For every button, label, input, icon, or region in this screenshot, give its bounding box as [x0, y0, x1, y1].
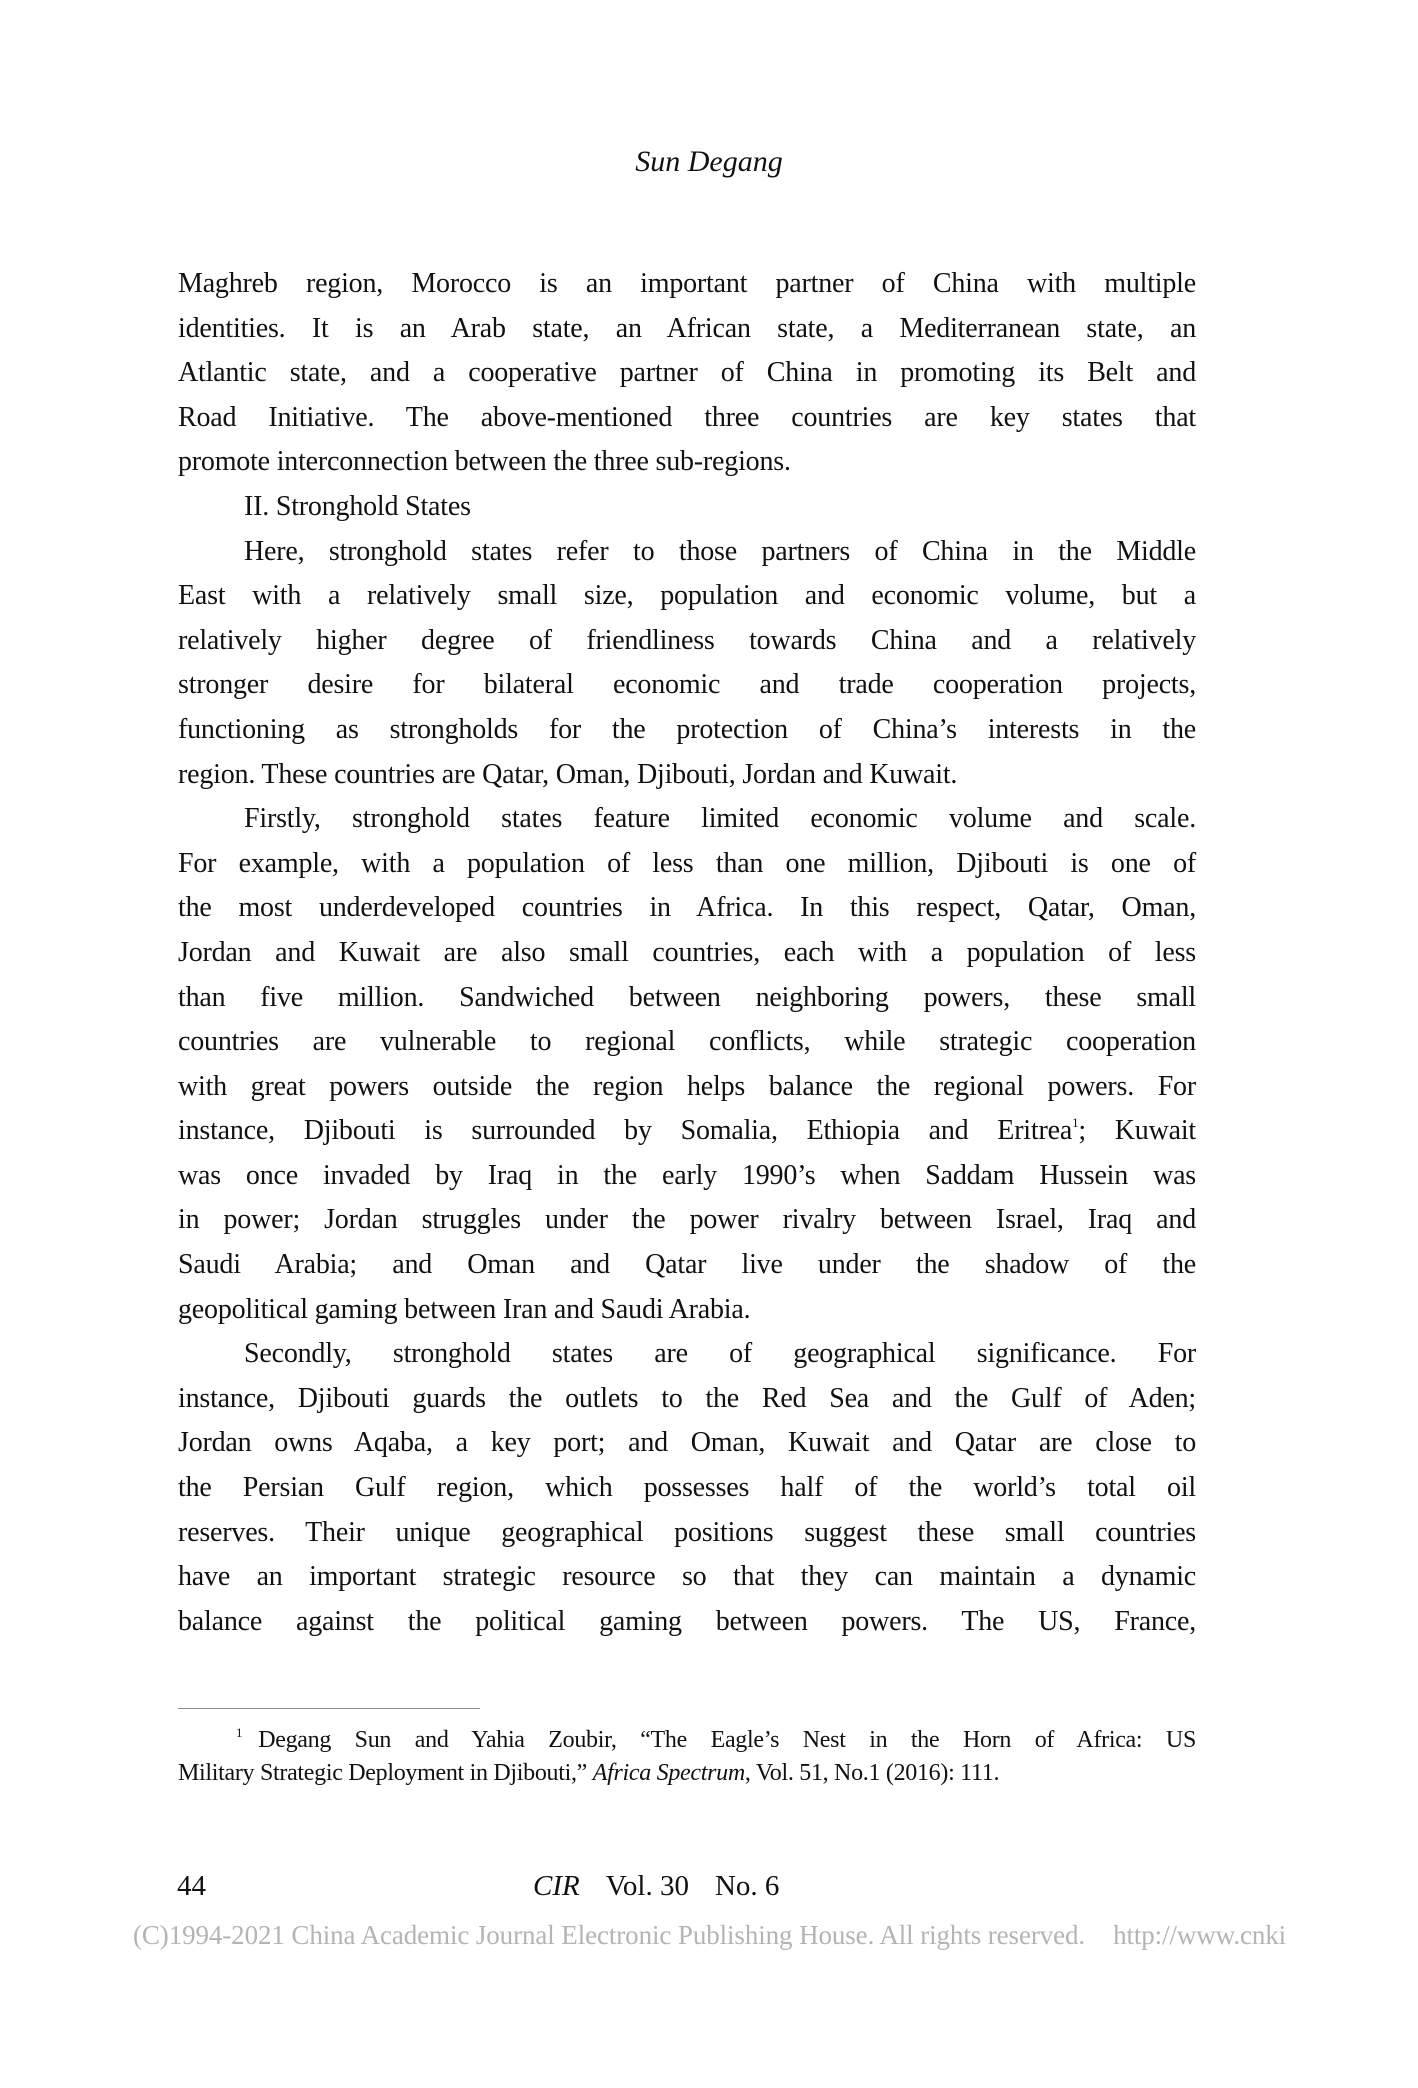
text-line: relatively higher degree of friendliness towards China and a relatively — [178, 624, 1196, 656]
footnote-line — [178, 1724, 1196, 1757]
footnote-divider — [178, 1708, 480, 1709]
paragraph-secondly — [178, 1332, 1196, 1644]
footnote-text: , Vol. 51, No.1 (2016): 111. — [744, 1760, 1000, 1786]
text-line: instance, Djibouti guards the outlets to the Red Sea and the Gulf of Aden; — [178, 1382, 1196, 1414]
text-line: the Persian Gulf region, which possesses half of the world’s total oil — [178, 1472, 1196, 1504]
text-line: have an important strategic resource so that they can maintain a dynamic — [178, 1561, 1196, 1593]
text-line: balance against the political gaming between powers. The US, France, — [178, 1605, 1196, 1637]
text-line: Saudi Arabia; and Oman and Qatar live under the shadow of the — [178, 1249, 1196, 1281]
section-heading: II. Stronghold States — [244, 490, 471, 522]
journal-issue: No. 6 — [714, 1870, 780, 1902]
text-line: Atlantic state, and a cooperative partner of China in promoting its Belt and — [178, 357, 1196, 389]
text-line: Secondly, stronghold states are of geographical significance. For — [244, 1338, 1196, 1370]
text-line: in power; Jordan struggles under the power rivalry between Israel, Iraq and — [178, 1204, 1196, 1236]
text-line: countries are vulnerable to regional conflicts, while strategic cooperation — [178, 1026, 1196, 1058]
text-line: stronger desire for bilateral economic and trade cooperation projects, — [178, 669, 1196, 701]
text-line: was once invaded by Iraq in the early 1990’s when Saddam Hussein was — [178, 1159, 1196, 1191]
text-line: Here, stronghold states refer to those partners of China in the Middle — [244, 535, 1196, 567]
article-body — [178, 262, 1196, 1644]
copyright-text: (C)1994-2021 China Academic Journal Electronic Publishing House. All rights reserved. — [133, 1920, 1086, 1950]
text-line: than five million. Sandwiched between neighboring powers, these small — [178, 981, 1196, 1013]
text-line: functioning as strongholds for the protection of China’s interests in the — [178, 713, 1196, 745]
text-segment: ; Kuwait — [1078, 1115, 1196, 1147]
journal-volume: Vol. 30 — [605, 1870, 689, 1902]
footnote-line — [178, 1757, 1196, 1790]
journal-abbreviation: CIR — [533, 1870, 580, 1902]
footnote-text: Military Strategic Deployment in Djibouti,” — [178, 1760, 593, 1786]
journal-reference — [533, 1866, 779, 1906]
text-line: geopolitical gaming between Iran and Saudi Arabia. — [178, 1293, 751, 1325]
text-segment: instance, Djibouti is surrounded by Somalia, Ethiopia and Eritrea — [178, 1115, 1073, 1147]
page-number: 44 — [177, 1870, 206, 1902]
paragraph-morocco — [178, 262, 1196, 485]
text-line: promote interconnection between the three sub-regions. — [178, 446, 791, 478]
footnote-number: 1 — [236, 1725, 243, 1740]
text-line: with great powers outside the region helps balance the regional powers. For — [178, 1070, 1196, 1102]
text-line: For example, with a population of less than one million, Djibouti is one of — [178, 847, 1196, 879]
text-line: identities. It is an Arab state, an African state, a Mediterranean state, an — [178, 312, 1196, 344]
paragraph-firstly — [178, 797, 1196, 1332]
running-head-author: Sun Degang — [635, 145, 783, 178]
copyright-notice — [133, 1917, 1286, 1953]
text-line: the most underdeveloped countries in Africa. In this respect, Qatar, Oman, — [178, 892, 1196, 924]
text-line: region. These countries are Qatar, Oman, Djibouti, Jordan and Kuwait. — [178, 758, 958, 790]
footnote-1 — [178, 1724, 1196, 1790]
footnote-journal-title: Africa Spectrum — [592, 1760, 745, 1786]
text-line-with-footnote-ref — [178, 1109, 1196, 1154]
copyright-url: http://www.cnki — [1113, 1920, 1287, 1950]
text-line: Jordan owns Aqaba, a key port; and Oman, Kuwait and Qatar are close to — [178, 1427, 1196, 1459]
footnote-reference[interactable]: 1 — [1072, 1115, 1079, 1131]
text-line: Road Initiative. The above-mentioned three countries are key states that — [178, 401, 1196, 433]
footnote-text: Degang Sun and Yahia Zoubir, “The Eagle’s Nest in the Horn of Africa: US — [258, 1727, 1196, 1753]
paragraph-stronghold-definition — [178, 530, 1196, 798]
text-line: Jordan and Kuwait are also small countries, each with a population of less — [178, 936, 1196, 968]
text-line: East with a relatively small size, population and economic volume, but a — [178, 580, 1196, 612]
text-line: reserves. Their unique geographical positions suggest these small countries — [178, 1516, 1196, 1548]
text-line: Firstly, stronghold states feature limited economic volume and scale. — [244, 803, 1196, 835]
text-line: Maghreb region, Morocco is an important partner of China with multiple — [178, 268, 1196, 299]
